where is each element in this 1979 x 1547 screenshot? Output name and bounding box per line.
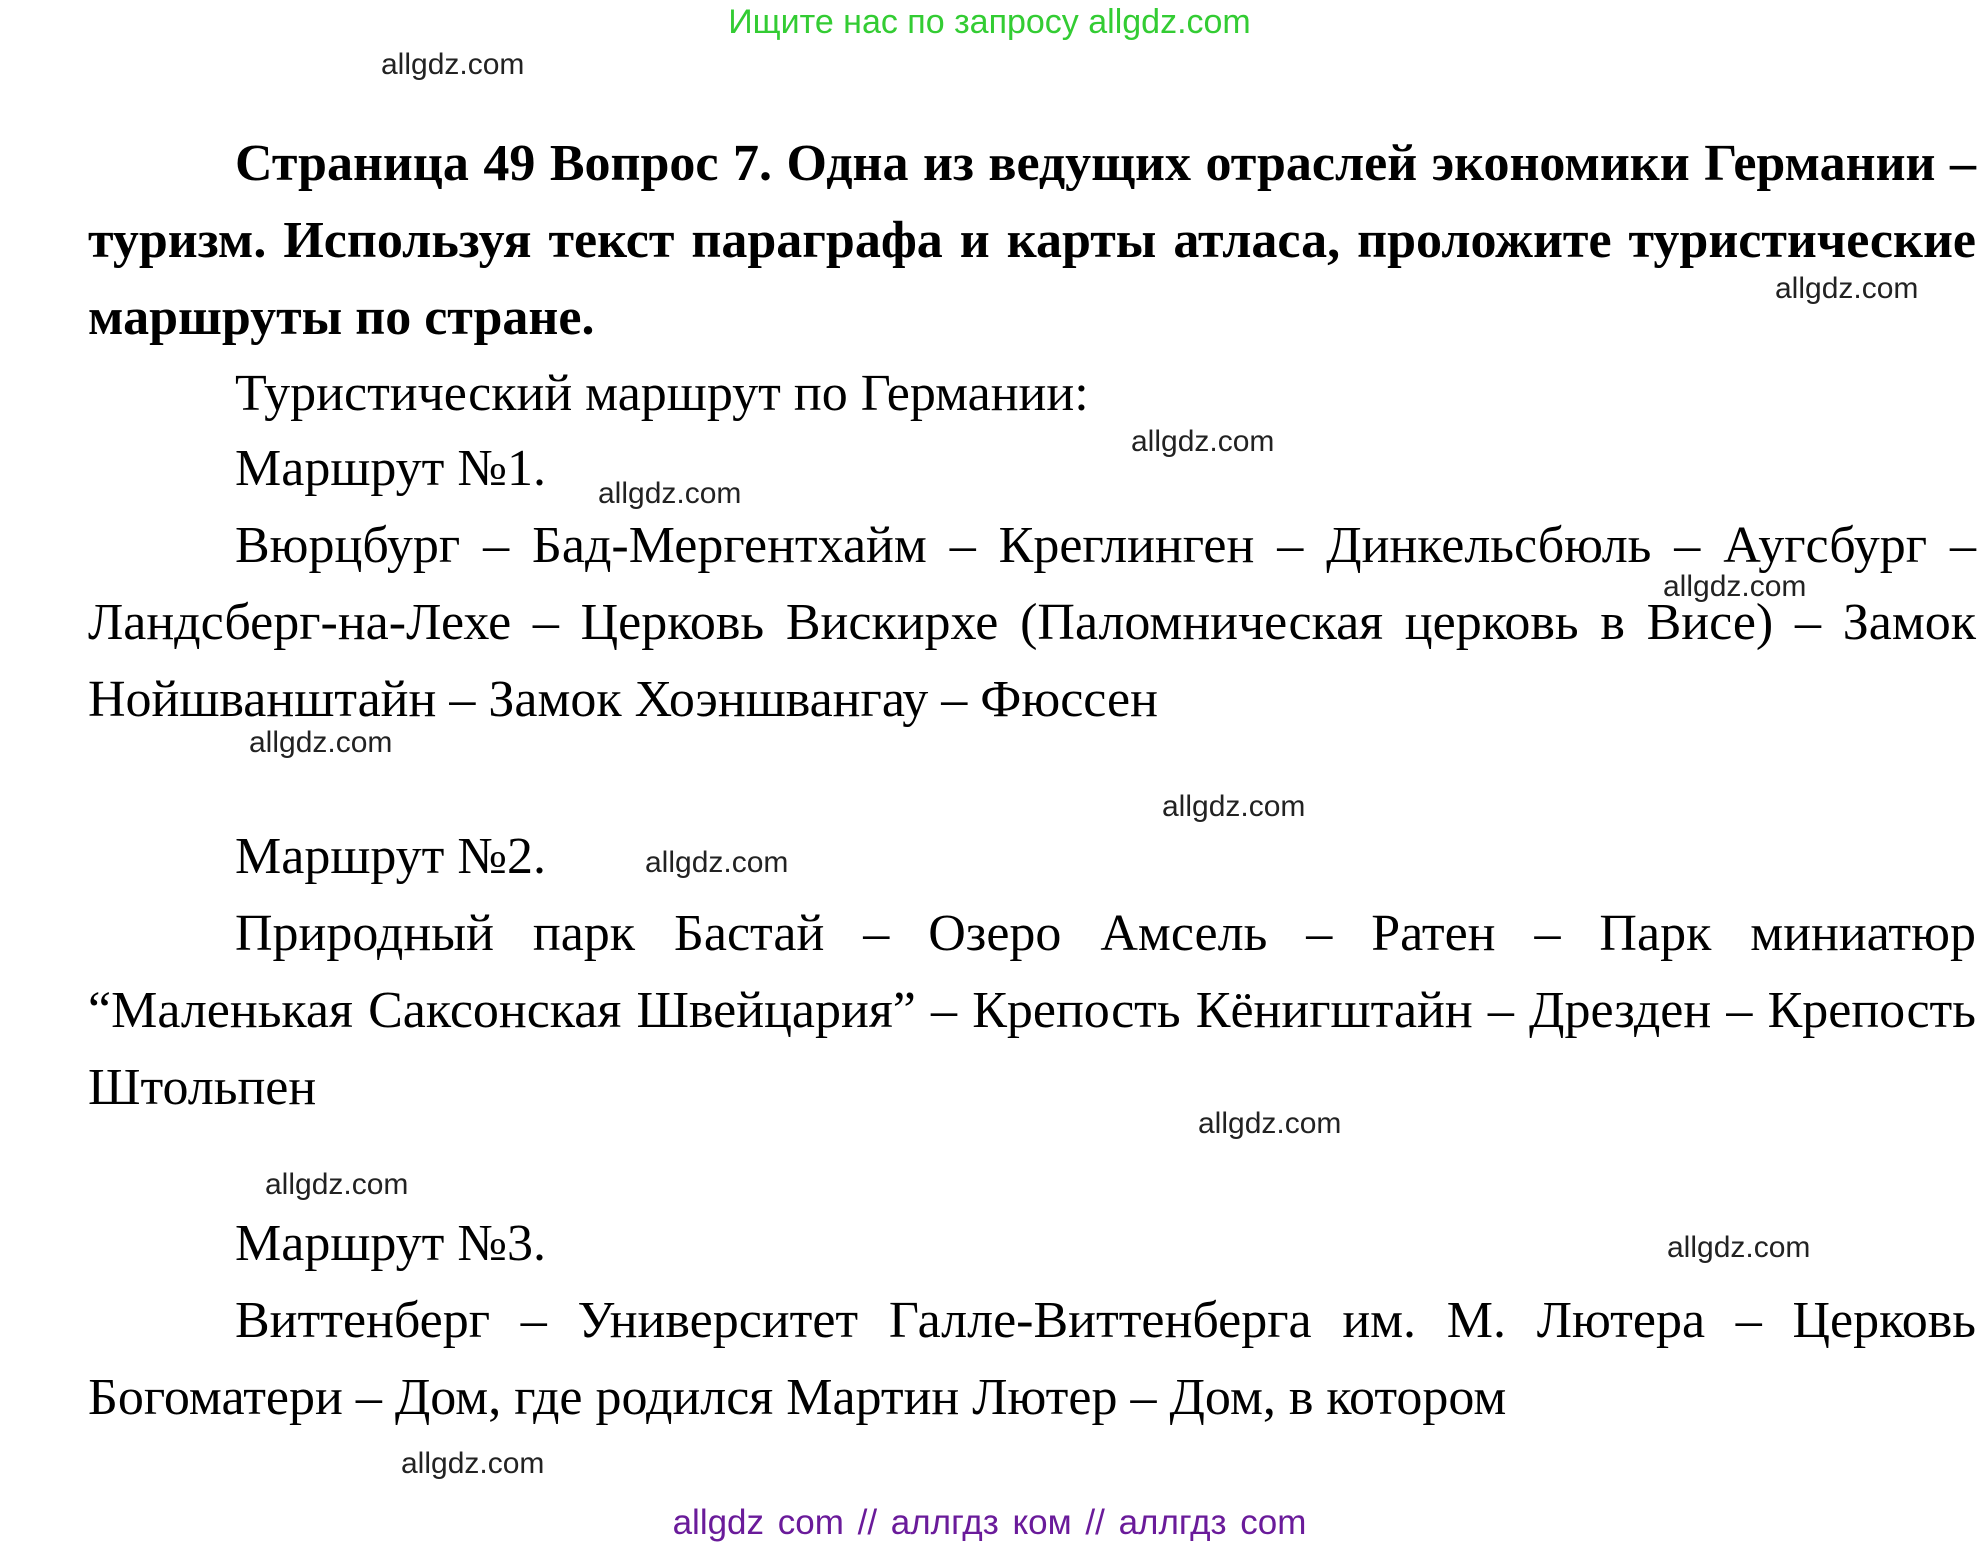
question-block (88, 125, 1976, 356)
watermark: allgdz.com (1198, 1107, 1342, 1140)
route-1-block (88, 507, 1976, 738)
bottom-banner: allgdz com // аллгдз ком // аллгдз com (672, 1503, 1307, 1542)
question-text: Страница 49 Вопрос 7. Одна из ведущих отраслей экономики Германии – туризм. Используя текст параграфа и карты атласа, проложите туристические маршруты по стране. (88, 135, 1976, 346)
watermark: allgdz.com (1667, 1231, 1811, 1264)
route-2-title: Маршрут №2. (235, 828, 547, 885)
route-3-title: Маршрут №3. (235, 1215, 547, 1272)
watermark: allgdz.com (381, 48, 525, 81)
route-3-block (88, 1282, 1976, 1436)
watermark: allgdz.com (1775, 272, 1919, 305)
watermark: allgdz.com (645, 846, 789, 879)
watermark: allgdz.com (249, 726, 393, 759)
answer-intro: Туристический маршрут по Германии: (235, 365, 1089, 422)
watermark: allgdz.com (1131, 425, 1275, 458)
route-3-path: Виттенберг – Университет Галле-Виттенберга им. М. Лютера – Церковь Богоматери – Дом, где родился Мартин Лютер – Дом, в котором (88, 1292, 1976, 1426)
watermark: allgdz.com (401, 1447, 545, 1480)
route-1-title: Маршрут №1. (235, 440, 547, 497)
route-1-path: Вюрцбург – Бад-Мергентхайм – Креглинген – Динкельсбюль – Аугсбург – Ландсберг-на-Лехе – Церковь Вискирхе (Паломническая церковь в Висе) – Замок Нойшванштайн – Замок Хоэншвангау – Фюссен (88, 517, 1976, 728)
route-2-block (88, 895, 1976, 1126)
watermark: allgdz.com (598, 477, 742, 510)
top-search-banner: Ищите нас по запросу allgdz.com (728, 3, 1251, 41)
route-2-path: Природный парк Бастай – Озеро Амсель – Ратен – Парк миниатюр “Маленькая Саксонская Швейцария” – Крепость Кёнигштайн – Дрезден – Крепость Штольпен (88, 905, 1976, 1116)
watermark: allgdz.com (265, 1168, 409, 1201)
watermark: allgdz.com (1162, 790, 1306, 823)
watermark: allgdz.com (1663, 570, 1807, 603)
